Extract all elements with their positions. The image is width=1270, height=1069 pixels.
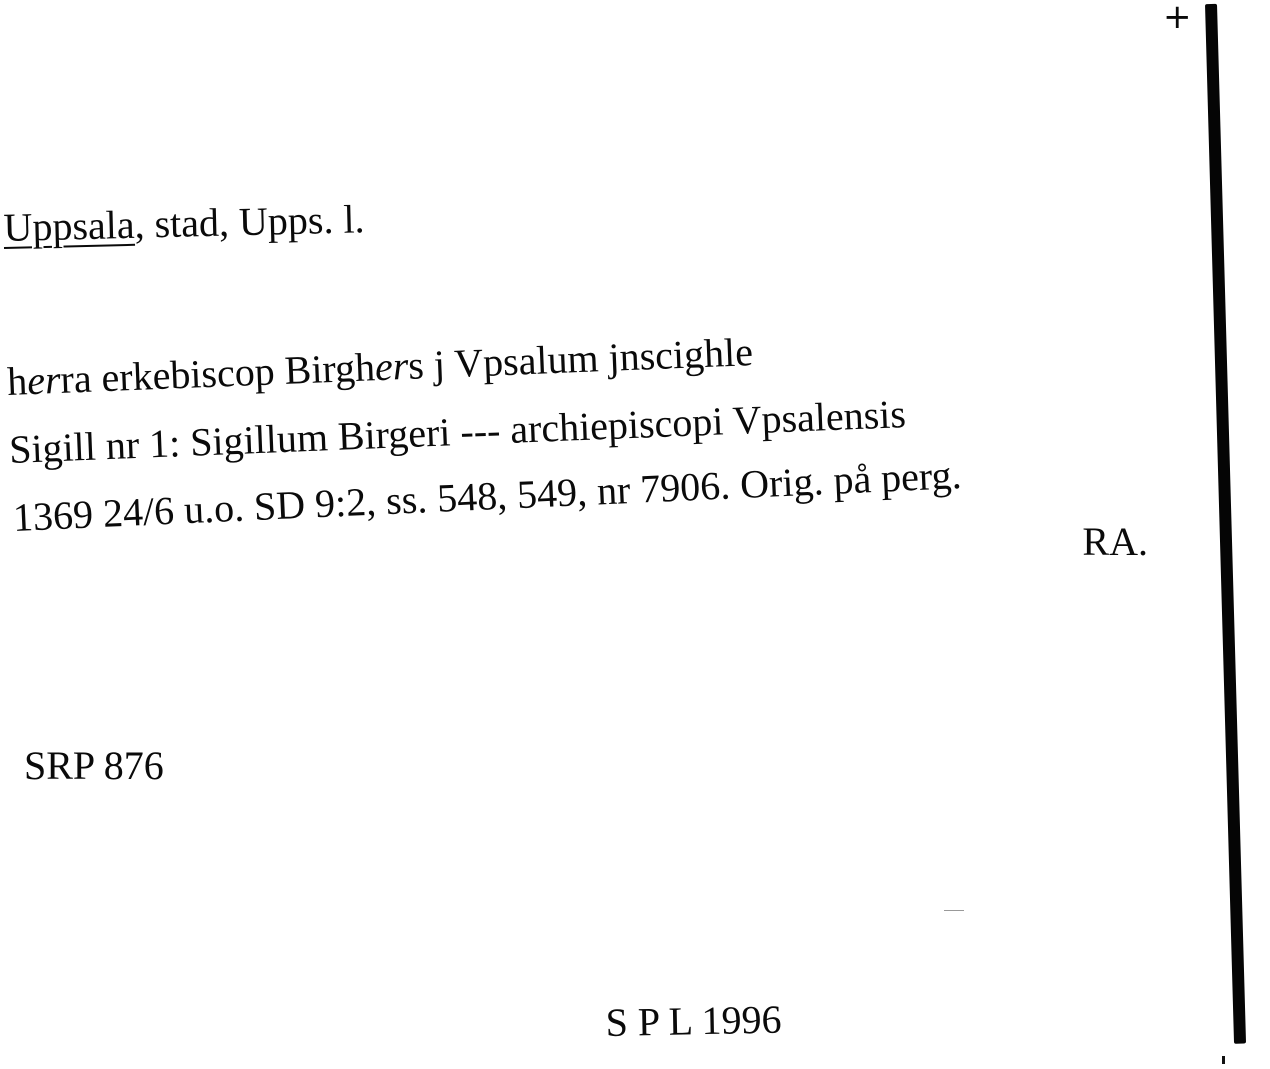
legend-abbr-2: er bbox=[374, 342, 410, 390]
place-name: Uppsala bbox=[2, 201, 136, 250]
seal-legend-transcription bbox=[6, 329, 754, 404]
legend-abbr-1: er bbox=[26, 356, 62, 404]
seal-inscription: Sigill nr 1: Sigillum Birgeri --- archiepiscopi Vpsalensis bbox=[8, 391, 907, 472]
legend-part-2: ra erkebiscop Birgh bbox=[59, 344, 376, 402]
archive-abbreviation: RA. bbox=[1082, 519, 1148, 564]
legend-part-1: h bbox=[6, 358, 29, 404]
legend-part-3: s j Vpsalum jnscighle bbox=[407, 329, 754, 388]
card-heading bbox=[2, 196, 366, 250]
source-reference: 1369 24/6 u.o. SD 9:2, ss. 548, 549, nr 7906. Orig. på perg. bbox=[12, 451, 963, 540]
card-edge-bar bbox=[1205, 4, 1246, 1044]
ink-dash bbox=[944, 910, 964, 911]
registration-mark: + bbox=[1163, 0, 1192, 37]
ink-speck bbox=[1222, 1056, 1225, 1064]
author-signature: S P L 1996 bbox=[605, 996, 782, 1045]
place-detail: , stad, Upps. l. bbox=[133, 196, 366, 247]
srp-number: SRP 876 bbox=[24, 743, 164, 788]
